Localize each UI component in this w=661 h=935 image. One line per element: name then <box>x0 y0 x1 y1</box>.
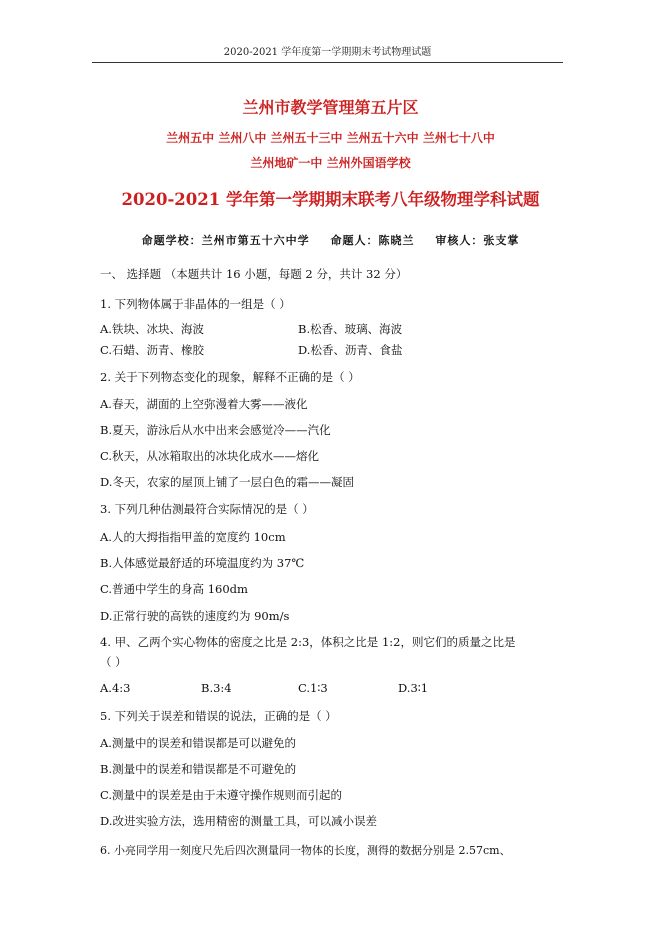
q5-option-d: D.改进实验方法，选用精密的测量工具，可以减小误差 <box>100 814 377 828</box>
schools-line-1: 兰州五中 兰州八中 兰州五十三中 兰州五十六中 兰州七十八中 <box>166 131 495 145</box>
q1-option-a: A.铁块、冰块、海波 <box>100 322 204 336</box>
q6-stem: 6. 小亮同学用一刻度尺先后四次测量同一物体的长度，测得的数据分别是 2.57cm、 <box>100 844 511 857</box>
q1-option-b: B.松香、玻璃、海波 <box>298 322 403 336</box>
info-reviewer: 审核人：张支掌 <box>435 234 520 247</box>
q1-option-d: D.松香、沥青、食盐 <box>298 343 403 357</box>
section-heading: 一、 选择题 （本题共计 16 小题，每题 2 分，共计 32 分） <box>100 267 408 281</box>
q1-option-c: C.石蜡、沥青、橡胶 <box>100 343 205 357</box>
info-author: 命题人：陈晓兰 <box>330 234 415 247</box>
q4-option-d: D.3∶1 <box>398 681 429 695</box>
q5-option-a: A.测量中的误差和错误都是可以避免的 <box>100 736 296 750</box>
q4-option-b: B.3:4 <box>201 681 232 695</box>
q4-stem: 4. 甲、乙两个实心物体的密度之比是 2:3，体积之比是 1:2，则它们的质量之比是 <box>100 635 516 649</box>
q1-stem: 1. 下列物体属于非晶体的一组是（ ） <box>100 297 291 311</box>
info-school: 命题学校：兰州市第五十六中学 <box>141 234 310 247</box>
q3-option-a: A.人的大拇指指甲盖的宽度约 10cm <box>100 530 286 544</box>
running-header: 2020-2021 学年度第一学期期末考试物理试题 <box>92 43 563 63</box>
q2-option-b: B.夏天，游泳后从水中出来会感觉冷——汽化 <box>100 423 331 437</box>
schools-line-2: 兰州地矿一中 兰州外国语学校 <box>250 156 411 170</box>
exam-title: 2020-2021 学年第一学期期末联考八年级物理学科试题 <box>121 190 540 209</box>
q3-option-c: C.普通中学生的身高 160dm <box>100 582 248 596</box>
q3-option-b: B.人体感觉最舒适的环境温度约为 37℃ <box>100 556 305 570</box>
exam-info <box>0 232 661 248</box>
q2-stem: 2. 关于下列物态变化的现象，解释不正确的是（ ） <box>100 370 360 384</box>
q3-option-d: D.正常行驶的高铁的速度约为 90m/s <box>100 609 290 623</box>
q5-option-c: C.测量中的误差是由于未遵守操作规则而引起的 <box>100 788 343 802</box>
q4-option-c: C.1∶3 <box>298 681 328 695</box>
q4-stem-paren: （ ） <box>100 655 127 669</box>
q4-option-a: A.4:3 <box>100 681 131 695</box>
q5-stem: 5. 下列关于误差和错误的说法，正确的是（ ） <box>100 709 337 723</box>
q2-option-c: C.秋天，从冰箱取出的冰块化成水——熔化 <box>100 449 320 463</box>
q2-option-d: D.冬天，农家的屋顶上铺了一层白色的霜——凝固 <box>100 475 354 489</box>
q3-stem: 3. 下列几种估测最符合实际情况的是（ ） <box>100 502 314 516</box>
q2-option-a: A.春天，湖面的上空弥漫着大雾——液化 <box>100 397 308 411</box>
q5-option-b: B.测量中的误差和错误都是不可避免的 <box>100 762 297 776</box>
district-title: 兰州市教学管理第五片区 <box>242 98 419 117</box>
